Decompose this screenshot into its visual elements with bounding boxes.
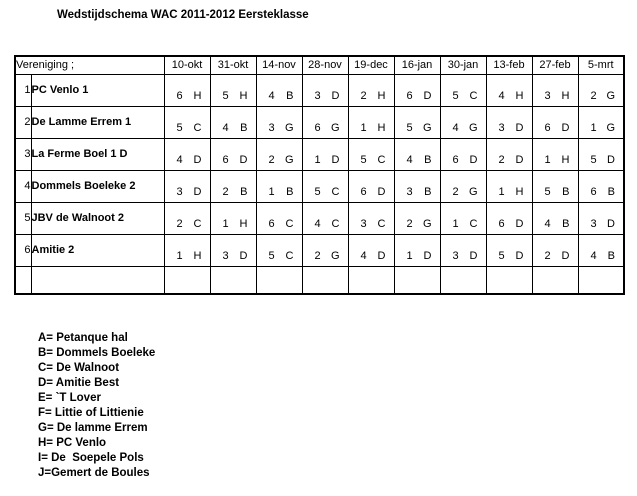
match-position: 5 xyxy=(452,89,459,102)
venue-letter: D xyxy=(469,153,478,166)
match-cell xyxy=(256,202,302,234)
match-position: 1 xyxy=(176,249,183,262)
venue-letter: G xyxy=(330,121,340,134)
match-position: 4 xyxy=(452,121,459,134)
venue-letter: H xyxy=(377,89,386,102)
venue-legend xyxy=(38,331,155,481)
team-name: JBV de Walnoot 2 xyxy=(31,202,164,234)
page-title: Wedstijdschema WAC 2011-2012 Eersteklasse xyxy=(57,9,309,21)
team-name: Amitie 2 xyxy=(31,234,164,266)
venue-letter: B xyxy=(424,185,432,198)
match-cell xyxy=(210,106,256,138)
match-position: 2 xyxy=(544,249,551,262)
match-position: 4 xyxy=(498,89,505,102)
legend-item-g: G= De lamme Errem xyxy=(38,422,148,434)
venue-letter: C xyxy=(469,89,478,102)
venue-letter: D xyxy=(561,121,570,134)
match-position: 1 xyxy=(544,153,551,166)
match-position: 2 xyxy=(590,89,597,102)
match-cell xyxy=(486,234,532,266)
match-cell xyxy=(532,170,578,202)
venue-letter: C xyxy=(331,217,340,230)
match-cell xyxy=(394,234,440,266)
team-name: De Lamme Errem 1 xyxy=(31,106,164,138)
legend-item-j: J=Gemert de Boules xyxy=(38,467,150,479)
match-cell xyxy=(394,106,440,138)
empty-cell xyxy=(210,266,256,294)
match-position: 5 xyxy=(406,121,413,134)
venue-letter: C xyxy=(285,217,294,230)
match-position: 1 xyxy=(498,185,505,198)
match-cell xyxy=(210,138,256,170)
match-cell xyxy=(440,138,486,170)
match-cell xyxy=(210,202,256,234)
match-cell xyxy=(532,138,578,170)
venue-letter: D xyxy=(377,185,386,198)
match-position: 4 xyxy=(406,153,413,166)
match-cell xyxy=(394,202,440,234)
match-position: 5 xyxy=(590,153,597,166)
venue-letter: D xyxy=(423,89,432,102)
match-position: 3 xyxy=(544,89,551,102)
match-cell xyxy=(302,234,348,266)
match-cell xyxy=(394,74,440,106)
match-position: 2 xyxy=(176,217,183,230)
match-cell xyxy=(210,170,256,202)
venue-letter: B xyxy=(424,153,432,166)
match-position: 2 xyxy=(222,185,229,198)
venue-letter: D xyxy=(515,249,524,262)
match-cell xyxy=(532,106,578,138)
match-position: 2 xyxy=(360,89,367,102)
venue-letter: D xyxy=(331,153,340,166)
venue-letter: D xyxy=(193,153,202,166)
venue-letter: D xyxy=(515,153,524,166)
venue-letter: C xyxy=(331,185,340,198)
row-number: 3 xyxy=(15,138,31,170)
venue-letter: B xyxy=(607,185,615,198)
empty-cell xyxy=(31,266,164,294)
match-position: 6 xyxy=(544,121,551,134)
match-position: 6 xyxy=(176,89,183,102)
header-date-8: 13-feb xyxy=(486,56,532,74)
match-position: 5 xyxy=(360,153,367,166)
venue-letter: G xyxy=(422,217,432,230)
match-position: 5 xyxy=(222,89,229,102)
match-position: 6 xyxy=(590,185,597,198)
legend-item-c: C= De Walnoot xyxy=(38,362,120,374)
match-position: 4 xyxy=(590,249,597,262)
match-cell xyxy=(578,74,624,106)
header-date-3: 14-nov xyxy=(256,56,302,74)
schedule-table xyxy=(14,55,625,295)
match-cell xyxy=(348,106,394,138)
venue-letter: D xyxy=(469,249,478,262)
header-date-10: 5-mrt xyxy=(578,56,624,74)
team-name: PC Venlo 1 xyxy=(31,74,164,106)
match-position: 1 xyxy=(590,121,597,134)
match-cell xyxy=(302,106,348,138)
venue-letter: D xyxy=(515,217,524,230)
match-cell xyxy=(486,138,532,170)
legend-item-f: F= Littie of Littienie xyxy=(38,407,144,419)
match-cell xyxy=(302,138,348,170)
team-name: Dommels Boeleke 2 xyxy=(31,170,164,202)
match-position: 4 xyxy=(176,153,183,166)
match-position: 6 xyxy=(498,217,505,230)
empty-cell xyxy=(348,266,394,294)
match-position: 5 xyxy=(498,249,505,262)
header-date-2: 31-okt xyxy=(210,56,256,74)
venue-letter: C xyxy=(193,121,202,134)
row-number: 2 xyxy=(15,106,31,138)
venue-letter: D xyxy=(239,153,248,166)
venue-letter: H xyxy=(193,249,202,262)
match-position: 2 xyxy=(268,153,275,166)
match-cell xyxy=(256,138,302,170)
row-number: 6 xyxy=(15,234,31,266)
empty-cell xyxy=(440,266,486,294)
match-position: 6 xyxy=(314,121,321,134)
header-date-5: 19-dec xyxy=(348,56,394,74)
match-position: 2 xyxy=(406,217,413,230)
venue-letter: B xyxy=(240,185,248,198)
legend-item-d: D= Amitie Best xyxy=(38,377,120,389)
table-header-row xyxy=(15,56,624,74)
venue-letter: H xyxy=(515,89,524,102)
match-position: 3 xyxy=(360,217,367,230)
match-cell xyxy=(486,74,532,106)
match-cell xyxy=(578,234,624,266)
empty-cell xyxy=(256,266,302,294)
match-cell xyxy=(302,74,348,106)
match-position: 3 xyxy=(222,249,229,262)
venue-letter: D xyxy=(331,89,340,102)
match-position: 5 xyxy=(268,249,275,262)
match-cell xyxy=(348,202,394,234)
venue-letter: D xyxy=(515,121,524,134)
match-position: 3 xyxy=(406,185,413,198)
match-position: 1 xyxy=(360,121,367,134)
match-cell xyxy=(440,170,486,202)
match-position: 3 xyxy=(268,121,275,134)
team-row xyxy=(15,138,624,170)
match-cell xyxy=(440,106,486,138)
match-position: 4 xyxy=(222,121,229,134)
match-position: 3 xyxy=(452,249,459,262)
match-cell xyxy=(210,234,256,266)
match-position: 5 xyxy=(544,185,551,198)
match-cell xyxy=(532,202,578,234)
match-position: 2 xyxy=(314,249,321,262)
match-cell xyxy=(440,202,486,234)
match-position: 2 xyxy=(498,153,505,166)
venue-letter: G xyxy=(606,121,615,134)
match-cell xyxy=(256,106,302,138)
match-cell xyxy=(302,202,348,234)
match-cell xyxy=(348,234,394,266)
match-cell xyxy=(256,170,302,202)
match-position: 1 xyxy=(222,217,229,230)
venue-letter: D xyxy=(239,249,248,262)
venue-letter: G xyxy=(606,89,615,102)
match-cell xyxy=(348,74,394,106)
match-cell xyxy=(348,170,394,202)
venue-letter: G xyxy=(284,153,294,166)
match-position: 6 xyxy=(268,217,275,230)
match-cell xyxy=(348,138,394,170)
match-cell xyxy=(440,74,486,106)
match-cell xyxy=(256,74,302,106)
venue-letter: B xyxy=(286,185,294,198)
row-number: 4 xyxy=(15,170,31,202)
match-cell xyxy=(210,74,256,106)
match-cell xyxy=(164,170,210,202)
empty-row xyxy=(15,266,624,294)
team-row xyxy=(15,170,624,202)
legend-item-h: H= PC Venlo xyxy=(38,437,107,449)
venue-letter: H xyxy=(239,89,248,102)
venue-letter: C xyxy=(285,249,294,262)
match-cell xyxy=(256,234,302,266)
header-vereniging: Vereniging ; xyxy=(15,56,164,74)
match-cell xyxy=(486,170,532,202)
venue-letter: C xyxy=(469,217,478,230)
match-position: 3 xyxy=(176,185,183,198)
row-number: 1 xyxy=(15,74,31,106)
header-date-6: 16-jan xyxy=(394,56,440,74)
match-cell xyxy=(532,234,578,266)
venue-letter: D xyxy=(377,249,386,262)
match-cell xyxy=(164,202,210,234)
match-cell xyxy=(578,138,624,170)
team-row xyxy=(15,202,624,234)
match-position: 5 xyxy=(314,185,321,198)
empty-cell xyxy=(15,266,31,294)
venue-letter: C xyxy=(377,153,386,166)
match-cell xyxy=(164,234,210,266)
venue-letter: B xyxy=(562,217,570,230)
legend-item-b: B= Dommels Boeleke xyxy=(38,347,156,359)
legend-item-a: A= Petanque hal xyxy=(38,332,128,344)
match-cell xyxy=(486,202,532,234)
header-date-9: 27-feb xyxy=(532,56,578,74)
venue-letter: D xyxy=(423,249,432,262)
match-position: 2 xyxy=(452,185,459,198)
match-cell xyxy=(578,106,624,138)
legend-item-e: E= `T Lover xyxy=(38,392,101,404)
venue-letter: C xyxy=(377,217,386,230)
row-number: 5 xyxy=(15,202,31,234)
match-cell xyxy=(578,170,624,202)
venue-letter: D xyxy=(607,153,615,166)
match-position: 3 xyxy=(590,217,597,230)
venue-letter: C xyxy=(193,217,202,230)
venue-letter: G xyxy=(330,249,340,262)
venue-letter: D xyxy=(193,185,202,198)
empty-cell xyxy=(164,266,210,294)
match-position: 6 xyxy=(360,185,367,198)
venue-letter: B xyxy=(607,249,615,262)
match-cell xyxy=(302,170,348,202)
venue-letter: G xyxy=(468,185,478,198)
match-position: 3 xyxy=(498,121,505,134)
match-position: 6 xyxy=(406,89,413,102)
venue-letter: H xyxy=(193,89,202,102)
empty-cell xyxy=(302,266,348,294)
empty-cell xyxy=(532,266,578,294)
match-cell xyxy=(532,74,578,106)
legend-item-i: I= De Soepele Pols xyxy=(38,452,144,464)
match-cell xyxy=(440,234,486,266)
header-date-4: 28-nov xyxy=(302,56,348,74)
match-position: 1 xyxy=(406,249,413,262)
venue-letter: H xyxy=(561,153,570,166)
match-position: 4 xyxy=(360,249,367,262)
venue-letter: H xyxy=(561,89,570,102)
match-position: 6 xyxy=(452,153,459,166)
venue-letter: B xyxy=(562,185,570,198)
match-cell xyxy=(164,74,210,106)
match-cell xyxy=(164,138,210,170)
team-row xyxy=(15,234,624,266)
match-cell xyxy=(394,138,440,170)
venue-letter: D xyxy=(607,217,615,230)
match-cell xyxy=(578,202,624,234)
venue-letter: B xyxy=(286,89,294,102)
match-position: 4 xyxy=(314,217,321,230)
team-row xyxy=(15,74,624,106)
match-position: 4 xyxy=(268,89,275,102)
header-date-1: 10-okt xyxy=(164,56,210,74)
empty-cell xyxy=(578,266,624,294)
header-date-7: 30-jan xyxy=(440,56,486,74)
match-cell xyxy=(164,106,210,138)
match-cell xyxy=(394,170,440,202)
match-position: 1 xyxy=(452,217,459,230)
match-position: 4 xyxy=(544,217,551,230)
venue-letter: G xyxy=(284,121,294,134)
match-position: 3 xyxy=(314,89,321,102)
venue-letter: D xyxy=(561,249,570,262)
venue-letter: B xyxy=(240,121,248,134)
team-name: La Ferme Boel 1 D xyxy=(31,138,164,170)
venue-letter: G xyxy=(422,121,432,134)
match-position: 5 xyxy=(176,121,183,134)
match-position: 6 xyxy=(222,153,229,166)
match-cell xyxy=(486,106,532,138)
team-row xyxy=(15,106,624,138)
empty-cell xyxy=(486,266,532,294)
venue-letter: H xyxy=(515,185,524,198)
venue-letter: H xyxy=(377,121,386,134)
empty-cell xyxy=(394,266,440,294)
venue-letter: H xyxy=(239,217,248,230)
match-position: 1 xyxy=(268,185,275,198)
venue-letter: G xyxy=(468,121,478,134)
match-position: 1 xyxy=(314,153,321,166)
